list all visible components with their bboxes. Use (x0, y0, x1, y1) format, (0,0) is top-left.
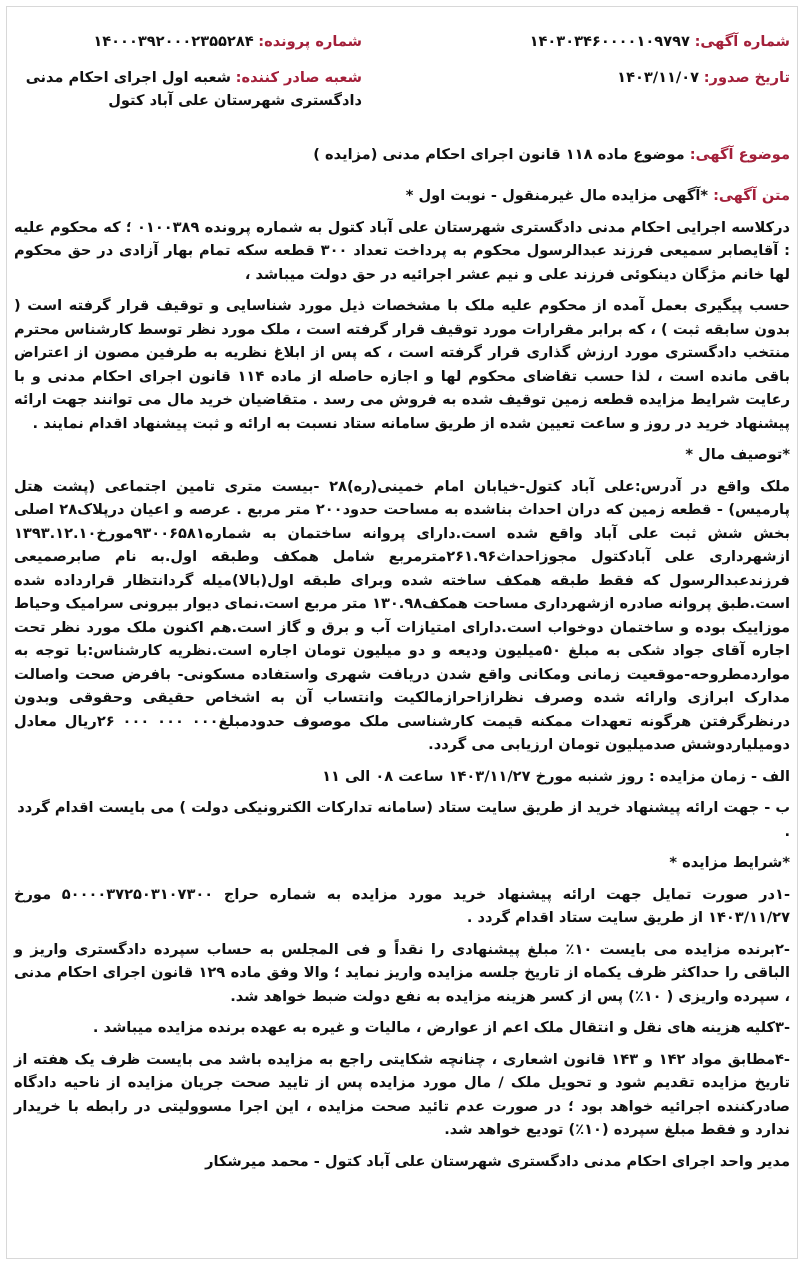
subject-label: موضوع آگهی: (689, 145, 790, 163)
ad-text-label: متن آگهی: (713, 187, 790, 204)
issue-date: ۱۴۰۳/۱۱/۰۷ (617, 68, 700, 86)
ad-text-line (14, 184, 790, 208)
subject-text: موضوع ماده ۱۱۸ قانون اجرای احکام مدنی (مزایده ) (313, 145, 685, 163)
condition-4: -۴مطابق مواد ۱۴۲ و ۱۴۳ قانون اشعاری ، چنانچه شکایتی راجع به مزایده باشد می بایست ظرف یک هفته از تاریخ مزایده تقدیم شود و تحویل ملک / مال مورد مزایده پس از تایید صحت جریان مزایده از ناحیه دادگاه صادرکننده اجرائیه خواهد بود ؛ در صورت عدم تائید صحت مزایده ، این اجرا مسوولیتی در رابطه با خریدار ندارد و فقط مبلغ سپرده (۱۰٪) تودیع خواهد شد. (14, 1050, 790, 1138)
issue-date-label: تاریخ صدور: (703, 68, 790, 86)
case-number-label: شماره پرونده: (258, 33, 362, 50)
notice-document (14, 30, 790, 1181)
conditions-title: *شرایط مزایده * (669, 854, 790, 871)
issuer-field (14, 66, 402, 113)
case-number: ۱۴۰۰۰۳۹۲۰۰۰۲۳۵۵۲۸۴ (93, 33, 254, 50)
auction-time: الف - زمان مزایده : روز شنبه مورخ ۱۴۰۳/۱۱/۲۷ ساعت ۰۸ الی ۱۱ (322, 767, 790, 785)
subject-line (14, 143, 790, 167)
ad-text-heading: *آگهی مزایده مال غیرمنقول - نوبت اول * (405, 187, 708, 204)
bid-method: ب - جهت ارائه پیشنهاد خرید از طریق سایت ستاد (سامانه تدارکات الکترونیکی دولت ) می بایست اقدام گردد . (17, 799, 790, 840)
condition-1: -۱در صورت تمایل جهت ارائه پیشنهاد خرید مورد مزایده به شماره حراج ۵۰۰۰۰۳۷۲۵۰۳۱۰۷۳۰۰ مورخ ۱۴۰۳/۱۱/۲۷ از طریق سایت ستاد اقدام گردد . (14, 885, 790, 926)
header-row-2 (14, 66, 790, 113)
paragraph-seizure: حسب پیگیری بعمل آمده از محکوم علیه ملک با مشخصات ذیل مورد شناسایی و توقیف قرار گرفته است ( بدون سابقه ثبت ) ، که برابر مقرارات مورد توقیف قرار گرفته است ، ملک مورد نظر توسط کارشناس محترم منتخب دادگستری مورد ارزش گذاری قرار گرفته است ، که پس از ابلاغ نظریه به طرفین مصون از اعتراض باقی مانده است ، لذا حسب تقاضای محکوم لها و اجازه حاصله از ماده ۱۱۴ قانون اجرای احکام مدنی و با رعایت شرایط مزایده قطعه زمین توقیف شده به فروش می رسد . متقاضیان خرید مال می توانند جهت ارائه پیشنهاد خرید در روز و ساعت تعیین شده از طریق سامانه ستاد نسبت به ارائه و ثبت پیشنهاد اقدام نمایند . (14, 297, 790, 432)
ad-number-label: شماره آگهی: (694, 33, 790, 50)
property-title: *توصیف مال * (685, 446, 790, 463)
issue-date-field (402, 66, 790, 90)
ad-number-field (402, 30, 790, 54)
case-number-field (14, 30, 402, 54)
paragraph-case: درکلاسه اجرایی احکام مدنی دادگستری شهرستان علی آباد کتول به شماره پرونده ۰۱۰۰۳۸۹ ؛ که محکوم علیه : آقایصابر سمیعی فرزند عبدالرسول محکوم به پرداخت تعداد ۳۰۰ قطعه سکه تمام بهار آزادی در حق محکوم لها خانم مژگان دینکوئی فرزند علی و نیم عشر اجرائیه در حق دولت میباشد ، (14, 218, 790, 283)
issuer: شعبه اول اجرای احکام مدنی دادگستری شهرستان علی آباد کتول (25, 68, 362, 109)
signature: مدیر واحد اجرای احکام مدنی دادگستری شهرستان علی آباد کتول - محمد میرشکار (205, 1152, 790, 1170)
property-description: ملک واقع در آدرس:علی آباد کتول-خیابان امام خمینی(ره)۲۸ -بیست متری تامین اجتماعی (پشت هتل پارمیس) - قطعه زمین که دران احداث بناشده به مساحت حدود۲۰۰ متر مربع . عرصه و اعیان درپلاک۲۸ اصلی بخش شش ثبت علی آباد واقع شده است.دارای پروانه ساختمان به شماره۹۳۰۰۶۵۸۱مورخ۱۳۹۳.۱۲.۱۰ ازشهرداری علی آبادکتول مجوزاحداث۲۶۱.۹۶مترمربع شامل همکف وطبقه اول.به نام صابرصمیعی فرزندعبدالرسول که فقط طبقه همکف ساخته شده وبرای طبقه اول(بالا)میله گردانتظار قرارداده شده است.طبق پروانه صادره ازشهرداری مساحت همکف۱۳۰.۹۸ متر مربع است.نمای دیوار بیرونی سرامیک وحیاط موزاییک بوده و ساختمان دوخواب است.دارای امتیازات آب و برق و گاز است.هم اکنون ملک مورد نظر تحت اجاره آقای جواد شکی به مبلغ ۵۰میلیون ودیعه و دو میلیون تومان اجاره است.نظریه کارشناس:با توجه به مواردمطروحه-موقعیت زمانی ومکانی واقع شدن دریافت شهری واستفاده مسکونی- بافرض صحت واصالت مدارک ابرازی وارائه شده وصرف نظرازاحرازمالکیت وانتساب آن به اشخاص حقیقی وحقوقی وبدون درنظرگرفتن هرگونه تعهدات ممکنه قیمت کارشناسی ملک موصوف حدودمبلغ۰۰۰ ۰۰۰ ۰۰۰ ۲۶ریال معادل دومیلیاردوشش صدمیلیون تومان ارزیابی می گردد. (14, 477, 790, 753)
ad-number: ۱۴۰۳۰۳۴۶۰۰۰۰۱۰۹۷۹۷ (529, 33, 690, 50)
condition-3: -۳کلیه هزینه های نقل و انتقال ملک اعم از عوارض ، مالیات و غیره به عهده برنده مزایده میباشد . (92, 1019, 790, 1036)
condition-2: -۲برنده مزایده می بایست ۱۰٪ مبلغ پیشنهادی را نقداً و فی المجلس به حساب سپرده دادگستری واریز و الباقی را حداکثر ظرف یکماه از تاریخ جلسه مزایده واریز نماید ؛ والا وفق ماده ۱۲۹ قانون اجرای احکام مدنی ، سپرده واریزی ( ۱۰٪) پس از کسر هزینه مزایده به نفع دولت ضبط خواهد شد. (14, 940, 790, 1005)
header-row-1 (14, 30, 790, 54)
issuer-label: شعبه صادر کننده: (235, 68, 362, 86)
